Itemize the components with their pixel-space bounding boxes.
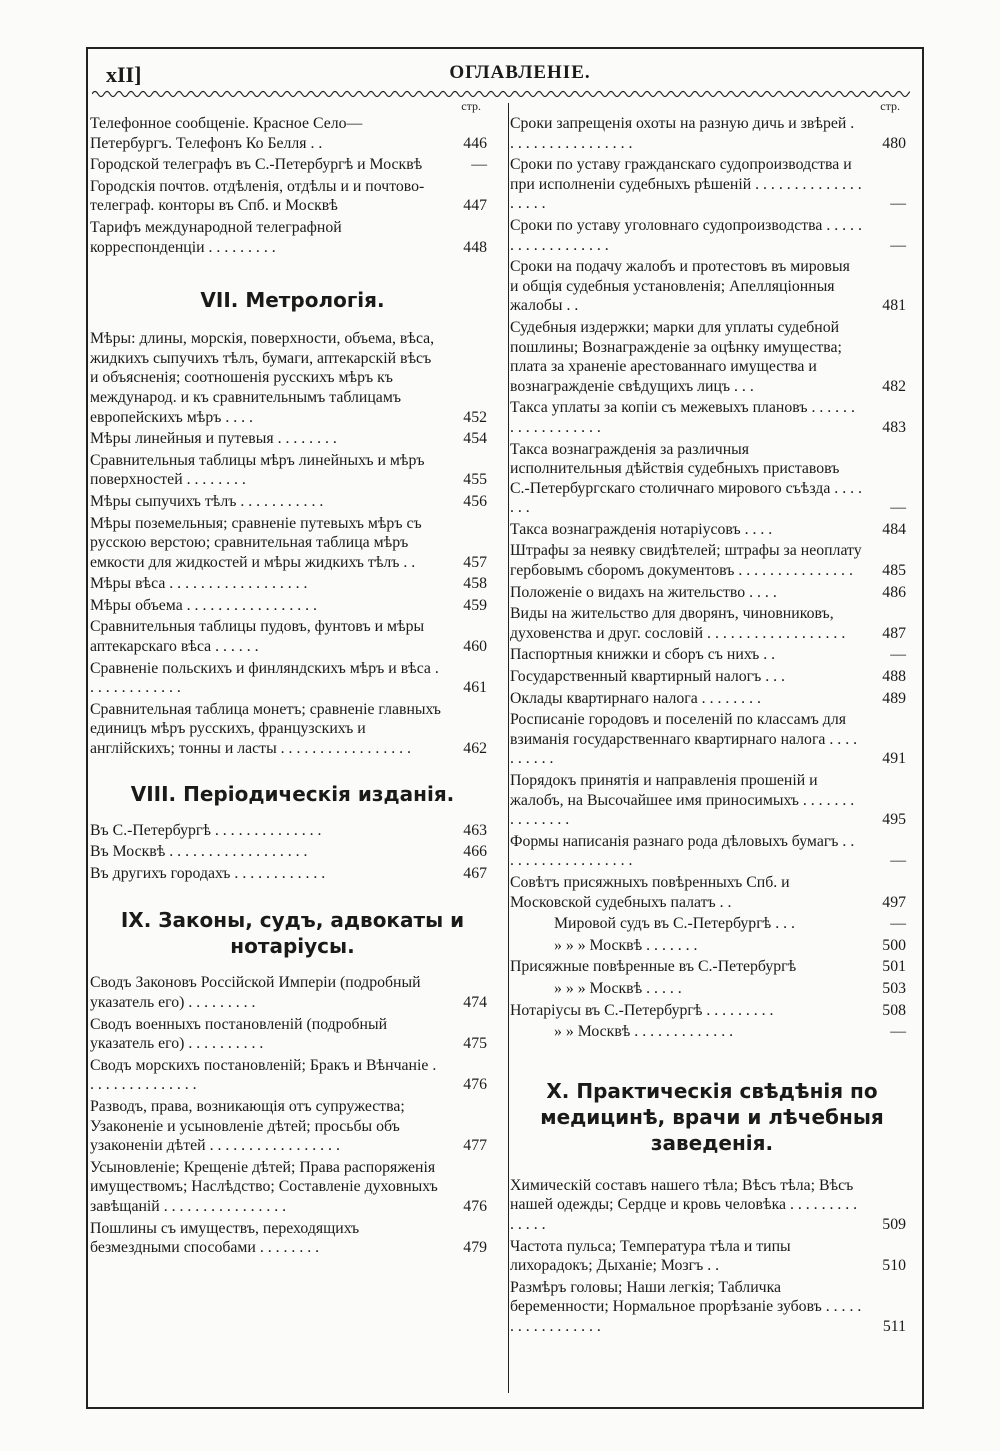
section-heading-7: VII. Метрологія. (200, 288, 385, 313)
toc-entry (90, 574, 495, 594)
column-divider (508, 103, 509, 1393)
toc-entry (90, 451, 495, 490)
toc-entry-text: Мѣры линейныя и путевыя . . . . . . . . (90, 430, 337, 448)
toc-entry-page: 508 (882, 1001, 906, 1019)
toc-entry-page: 480 (882, 134, 906, 152)
toc-entry (510, 1176, 914, 1235)
toc-entry-text: » » » Москвѣ . . . . . (554, 979, 682, 997)
toc-entry (90, 329, 495, 427)
toc-entry (90, 821, 495, 841)
toc-entry (90, 1158, 495, 1217)
toc-entry-page: 486 (882, 583, 906, 601)
toc-entry-text: Городскія почтов. отдѣленія, отдѣлы и и почтово-телеграф. конторы въ Спб. и Москвѣ (90, 177, 425, 215)
toc-entry (90, 218, 495, 257)
toc-entry-text: Формы написанія разнаго рода дѣловыхъ бумагъ . . . . . . . . . . . . . . . . . . (510, 832, 855, 870)
toc-entry-text: Сравненіе польскихъ и финляндскихъ мѣръ и вѣса . . . . . . . . . . . . . (90, 659, 439, 697)
toc-entry-text: Такса уплаты за копіи съ межевыхъ плановъ . . . . . . . . . . . . . . . . . . (510, 399, 855, 436)
toc-entry-page: 476 (463, 1197, 487, 1215)
toc-entry-page: 501 (882, 958, 906, 976)
toc-entry-page: — (890, 646, 906, 664)
toc-entry-text: Нотаріусы въ С.-Петербургѣ . . . . . . . . . (510, 1001, 774, 1019)
toc-entry-text: Сроки на подачу жалобъ и протестовъ въ мировыя и общія судебныя установленія; Апелляціонныя жалобы . . (510, 258, 850, 315)
toc-entry-page: — (471, 156, 487, 174)
toc-entry (90, 177, 495, 216)
toc-entry-text: Мѣры объема . . . . . . . . . . . . . . . . . (90, 596, 317, 614)
toc-entry-page: 477 (463, 1137, 487, 1155)
toc-entry-page: 503 (882, 979, 906, 997)
toc-entry-text: Городской телеграфъ въ С.-Петербургѣ и Москвѣ (90, 156, 423, 174)
section-heading-8: VIII. Періодическія изданія. (130, 781, 455, 806)
toc-entry (510, 832, 914, 871)
toc-entry (510, 645, 914, 665)
toc-entry-page: 511 (882, 1317, 906, 1335)
toc-entry-text: Мировой судъ въ С.-Петербургѣ . . . (554, 915, 795, 933)
entries-group (510, 1176, 914, 1337)
toc-entry-page: 455 (463, 471, 487, 489)
toc-entry-page: 462 (463, 740, 487, 758)
toc-entry (510, 1278, 914, 1337)
toc-entry-page: 457 (463, 553, 487, 571)
toc-entry (90, 700, 495, 759)
toc-entry-text: Сводъ военныхъ постановленій (подробный указатель его) . . . . . . . . . . (90, 1015, 388, 1053)
toc-entry (90, 1015, 495, 1054)
toc-entry-text: Совѣтъ присяжныхъ повѣренныхъ Спб. и Московской судебныхъ палатъ . . (510, 873, 790, 911)
toc-entry-text: Виды на жительство для дворянъ, чиновниковъ, духовенства и друг. сословій . . . . . . . . . . . . . . . . . . (510, 605, 846, 642)
section-heading-9: IX. Законы, судъ, адвокаты и нотаріусы. (120, 908, 465, 959)
toc-entry (510, 216, 914, 255)
toc-entry-page: 489 (882, 689, 906, 707)
running-title: ОГЛАВЛЕНІЕ. (449, 62, 591, 83)
toc-entry (510, 398, 914, 437)
toc-entry (510, 957, 914, 977)
toc-entry-page: 487 (882, 624, 906, 642)
toc-entry (510, 873, 914, 912)
toc-entry (510, 1237, 914, 1276)
toc-entry-text: Тарифъ международной телеграфной корреспонденціи . . . . . . . . . (90, 218, 342, 256)
toc-entry (510, 114, 914, 153)
entries-group (90, 114, 495, 257)
toc-entry-text: Такса вознагражденія нотаріусовъ . . . . (510, 520, 773, 538)
toc-entry-page: — (890, 915, 906, 933)
toc-entry-page: — (890, 852, 906, 870)
toc-entry-text: Сводъ Законовъ Россійской Имперіи (подробный указатель его) . . . . . . . . . (90, 974, 421, 1011)
toc-entry-text: Сравнительныя таблицы мѣръ линейныхъ и мѣръ поверхностей . . . . . . . . (90, 451, 425, 489)
toc-entry-text: Сроки по уставу уголовнаго судопроизводства . . . . . . . . . . . . . . . . . . (510, 216, 862, 254)
page-number: xII] (106, 62, 142, 87)
toc-entry (510, 541, 914, 580)
toc-entry (510, 520, 914, 540)
toc-entry (90, 429, 495, 449)
toc-entry-page: 461 (463, 679, 487, 697)
toc-entry (510, 257, 914, 316)
toc-entry-text: Усыновленіе; Крещеніе дѣтей; Права распоряженія имуществомъ; Наслѣдство; Составленіе духовныхъ завѣщаній . . . . . . . . . . . . . . . . (90, 1158, 438, 1215)
toc-entry-page: 447 (463, 197, 487, 215)
toc-entry (90, 155, 495, 175)
toc-entry (90, 114, 495, 153)
toc-entry-page: — (890, 195, 906, 213)
toc-entry-page: 475 (463, 1035, 487, 1053)
toc-entry-text: Сроки по уставу гражданскаго судопроизводства и при исполненіи судебныхъ рѣшеній . . . . . . . . . . . . . . . . . . . (510, 156, 862, 213)
toc-entry-text: Росписаніе городовъ и поселеній по классамъ для взиманія государственнаго квартирнаго налога . . . . . . . . . . (510, 711, 858, 768)
toc-entry-page: — (890, 499, 906, 517)
toc-entry-text: Разводъ, права, возникающія отъ супружества; Узаконеніе и усыновленіе дѣтей; просьбы объ узаконеніи дѣтей . . . . . . . . . . . . . . . . . (90, 1097, 405, 1155)
toc-entry (510, 1022, 914, 1042)
toc-entry (90, 492, 495, 512)
toc-entry-text: Размѣръ головы; Наши легкія; Табличка беременности; Нормальное прорѣзаніе зубовъ . . . . . . . . . . . . . . . . . (510, 1278, 862, 1335)
toc-entry-text: Штрафы за неявку свидѣтелей; штрафы за неоплату гербовымъ сборомъ документовъ . . . . . . . . . . . . . . . (510, 542, 862, 580)
toc-entry (510, 771, 914, 830)
toc-entry-page: 467 (463, 864, 487, 882)
toc-entry-page: 456 (463, 492, 487, 510)
toc-entry-page: 466 (463, 843, 487, 861)
toc-entry (90, 842, 495, 862)
toc-entry-text: Пошлины съ имуществъ, переходящихъ безмездными способами . . . . . . . . (90, 1219, 360, 1257)
right-column (510, 98, 914, 1338)
toc-entry (510, 604, 914, 643)
toc-entry-page: 491 (882, 750, 906, 768)
toc-entry-text: Такса вознагражденія за различныя исполнительныя дѣйствія судебныхъ приставовъ С.-Петербургскаго столичнаго мирового съѣзда . . . . . . . (510, 440, 862, 517)
toc-entry-text: Положеніе о видахъ на жительство . . . . (510, 583, 777, 601)
toc-entry (90, 1097, 495, 1156)
toc-entry-page: 458 (463, 575, 487, 593)
toc-entry (90, 617, 495, 656)
toc-entry (510, 689, 914, 709)
toc-entry (90, 973, 495, 1012)
toc-entry-page: 476 (463, 1076, 487, 1094)
toc-entry-page: 481 (882, 297, 906, 315)
toc-entry-page: 509 (882, 1215, 906, 1233)
toc-entry (510, 583, 914, 603)
entries-group (510, 114, 914, 1042)
toc-entry (90, 1056, 495, 1095)
toc-entry (510, 936, 914, 956)
toc-entry-page: 483 (882, 418, 906, 436)
toc-entry-page: 463 (463, 821, 487, 839)
toc-entry-text: » » » Москвѣ . . . . . . . (554, 936, 698, 954)
toc-entry-page: 510 (882, 1257, 906, 1275)
toc-entry-page: 454 (463, 430, 487, 448)
toc-entry (510, 914, 914, 934)
toc-entry-text: Паспортныя книжки и сборъ съ нихъ . . (510, 646, 776, 664)
toc-entry (90, 596, 495, 616)
toc-entry-text: Мѣры поземельныя; сравненіе путевыхъ мѣръ съ русскою верстою; сравнительная таблица мѣръ емкости для жидкостей и мѣры жидкихъ тѣлъ . . (90, 514, 422, 571)
toc-entry-page: 474 (463, 994, 487, 1011)
toc-entry (90, 659, 495, 698)
toc-entry-page: — (890, 1023, 906, 1041)
page-column-label: стр. (880, 99, 900, 113)
toc-entry (510, 440, 914, 518)
toc-entry-text: Въ другихъ городахъ . . . . . . . . . . . . (90, 864, 326, 882)
toc-entry-page: 500 (882, 936, 906, 954)
toc-entry (90, 864, 495, 884)
toc-entry (510, 1001, 914, 1021)
toc-entry-page: 446 (463, 134, 487, 152)
toc-entry-page: 448 (463, 238, 487, 256)
toc-entry-text: » » Москвѣ . . . . . . . . . . . . . (554, 1023, 734, 1041)
toc-entry-page: 495 (882, 811, 906, 829)
toc-entry (510, 155, 914, 214)
toc-entry (510, 318, 914, 396)
toc-entry-text: Судебныя издержки; марки для уплаты судебной пошлины; Вознагражденіе за оцѣнку имущества; плата за храненіе арестованнаго имущества и вознагражденіе свѣдущихъ лицъ . . . (510, 318, 842, 395)
toc-entry-text: Оклады квартирнаго налога . . . . . . . . (510, 689, 761, 707)
toc-entry-text: Телефонное сообщеніе. Красное Село—Петербургъ. Телефонъ Ко Белля . . (90, 115, 363, 152)
toc-entry-page: 459 (463, 596, 487, 614)
toc-entry (510, 979, 914, 999)
toc-entry (90, 1219, 495, 1258)
toc-entry-text: Въ С.-Петербургѣ . . . . . . . . . . . . . . (90, 821, 322, 839)
page-column-label: стр. (461, 99, 481, 113)
left-column (90, 98, 495, 1260)
toc-entry-text: Сводъ морскихъ постановленій; Бракъ и Вѣнчаніе . . . . . . . . . . . . . . . (90, 1056, 437, 1094)
toc-entry-text: Мѣры: длины, морскія, поверхности, объема, вѣса, жидкихъ сыпучихъ тѣлъ, бумаги, аптекарскій вѣсъ и объясненія; соотношенія русскихъ мѣръ къ международ. и къ сравнительнымъ таблицамъ европейскихъ мѣръ . . . . (90, 330, 435, 426)
toc-entry-text: Въ Москвѣ . . . . . . . . . . . . . . . . . . (90, 843, 308, 861)
toc-entry-text: Частота пульса; Температура тѣла и типы лихорадокъ; Дыханіе; Мозгъ . . (510, 1237, 791, 1275)
entries-group (90, 973, 495, 1257)
toc-entry (90, 514, 495, 573)
toc-entry-text: Мѣры сыпучихъ тѣлъ . . . . . . . . . . . (90, 492, 324, 510)
toc-entry (510, 667, 914, 687)
toc-entry-text: Сравнительная таблица монетъ; сравненіе главныхъ единицъ мѣръ русскихъ, французскихъ и англійскихъ; тонны и ласты . . . . . . . . . . . . . . . . . (90, 700, 441, 758)
toc-entry-text: Сроки запрещенія охоты на разную дичь и звѣрей . . . . . . . . . . . . . . . . . (510, 115, 855, 152)
toc-entry-text: Порядокъ принятія и направленія прошеній и жалобъ, на Высочайшее имя приносимыхъ . . . . . . . . . . . . . . . (510, 772, 855, 829)
toc-entry-page: 488 (882, 668, 906, 686)
toc-entry-page: 485 (882, 562, 906, 580)
entries-group (90, 821, 495, 884)
toc-entry-page: — (890, 236, 906, 254)
toc-entry-page: 460 (463, 638, 487, 656)
toc-entry-text: Сравнительныя таблицы пудовъ, фунтовъ и мѣры аптекарскаго вѣса . . . . . . (90, 618, 425, 656)
toc-entry-page: 482 (882, 377, 906, 395)
toc-entry (510, 710, 914, 769)
toc-entry-text: Присяжные повѣренные въ С.-Петербургѣ (510, 958, 797, 976)
toc-entry-text: Государственный квартирный налогъ . . . (510, 668, 785, 686)
toc-entry-page: 484 (882, 520, 906, 538)
toc-entry-text: Мѣры вѣса . . . . . . . . . . . . . . . . . . (90, 575, 308, 593)
entries-group (90, 329, 495, 758)
section-heading-10: X. Практическія свѣдѣнія по медицинѣ, врачи и лѣчебныя заведенія. (540, 1078, 884, 1155)
toc-entry-page: 479 (463, 1239, 487, 1257)
toc-entry-page: 452 (463, 408, 487, 426)
toc-entry-page: 497 (882, 893, 906, 911)
toc-entry-text: Химическій составъ нашего тѣла; Вѣсъ тѣла; Вѣсъ нашей одежды; Сердце и кровь человѣка . . . . . . . . . . . . . . (510, 1176, 858, 1233)
